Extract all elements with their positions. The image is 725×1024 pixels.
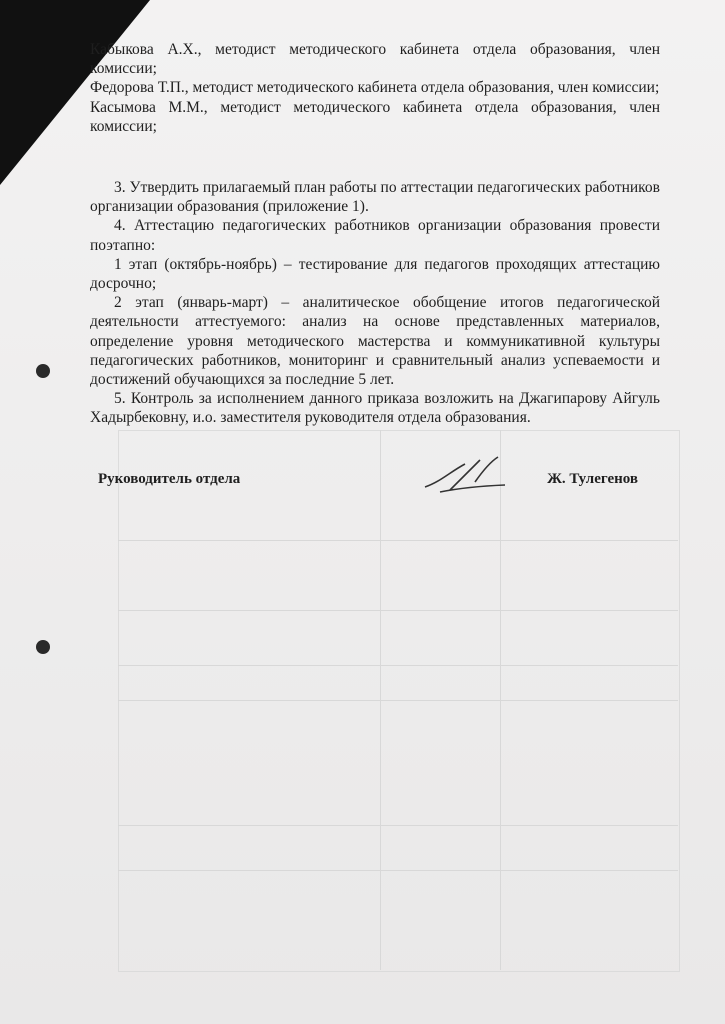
commission-member: Федорова Т.П., методист методического кабинета отдела образования, член комиссии; (90, 79, 660, 97)
signer-name: Ж. Тулегенов (547, 471, 638, 487)
handwritten-signature (420, 452, 510, 502)
commission-member: Касымова М.М., методист методического кабинета отдела образования, член комиссии; (90, 98, 660, 135)
signature-block (98, 471, 638, 501)
order-item-5: 5. Контроль за исполнением данного приказа возложить на Джагипарову Айгуль Хадырбековну, и.о. заместителя руководителя отдела образования. (90, 390, 660, 427)
show-through-divider (118, 825, 678, 826)
order-item-4: 4. Аттестацию педагогических работников организации образования провести поэтапно: (90, 217, 660, 254)
show-through-divider (118, 870, 678, 871)
show-through-divider (118, 700, 678, 701)
show-through-divider (118, 665, 678, 666)
punch-hole-bottom (36, 640, 50, 654)
commission-list (90, 40, 660, 136)
signer-position: Руководитель отдела (98, 471, 241, 487)
punch-hole-top (36, 364, 50, 378)
show-through-table (118, 430, 680, 972)
show-through-divider (118, 610, 678, 611)
order-item-3: 3. Утвердить прилагаемый план работы по аттестации педагогических работников организации образования (приложение 1). (90, 179, 660, 216)
commission-member: Кабыкова А.Х., методист методического кабинета отдела образования, член комиссии; (90, 41, 660, 78)
show-through-divider (118, 540, 678, 541)
order-items (90, 178, 660, 428)
stage-2: 2 этап (январь-март) – аналитическое обобщение итогов педагогической деятельности аттестуемого: анализ на основе представленных материалов, определение уровня методического мастерства и коммуникативной культуры педагогических работников, мониторинг и сравнительный анализ успеваемости и достижений обучающихся за последние 5 лет. (90, 294, 660, 389)
stage-1: 1 этап (октябрь-ноябрь) – тестирование для педагогов проходящих аттестацию досрочно; (90, 255, 660, 293)
